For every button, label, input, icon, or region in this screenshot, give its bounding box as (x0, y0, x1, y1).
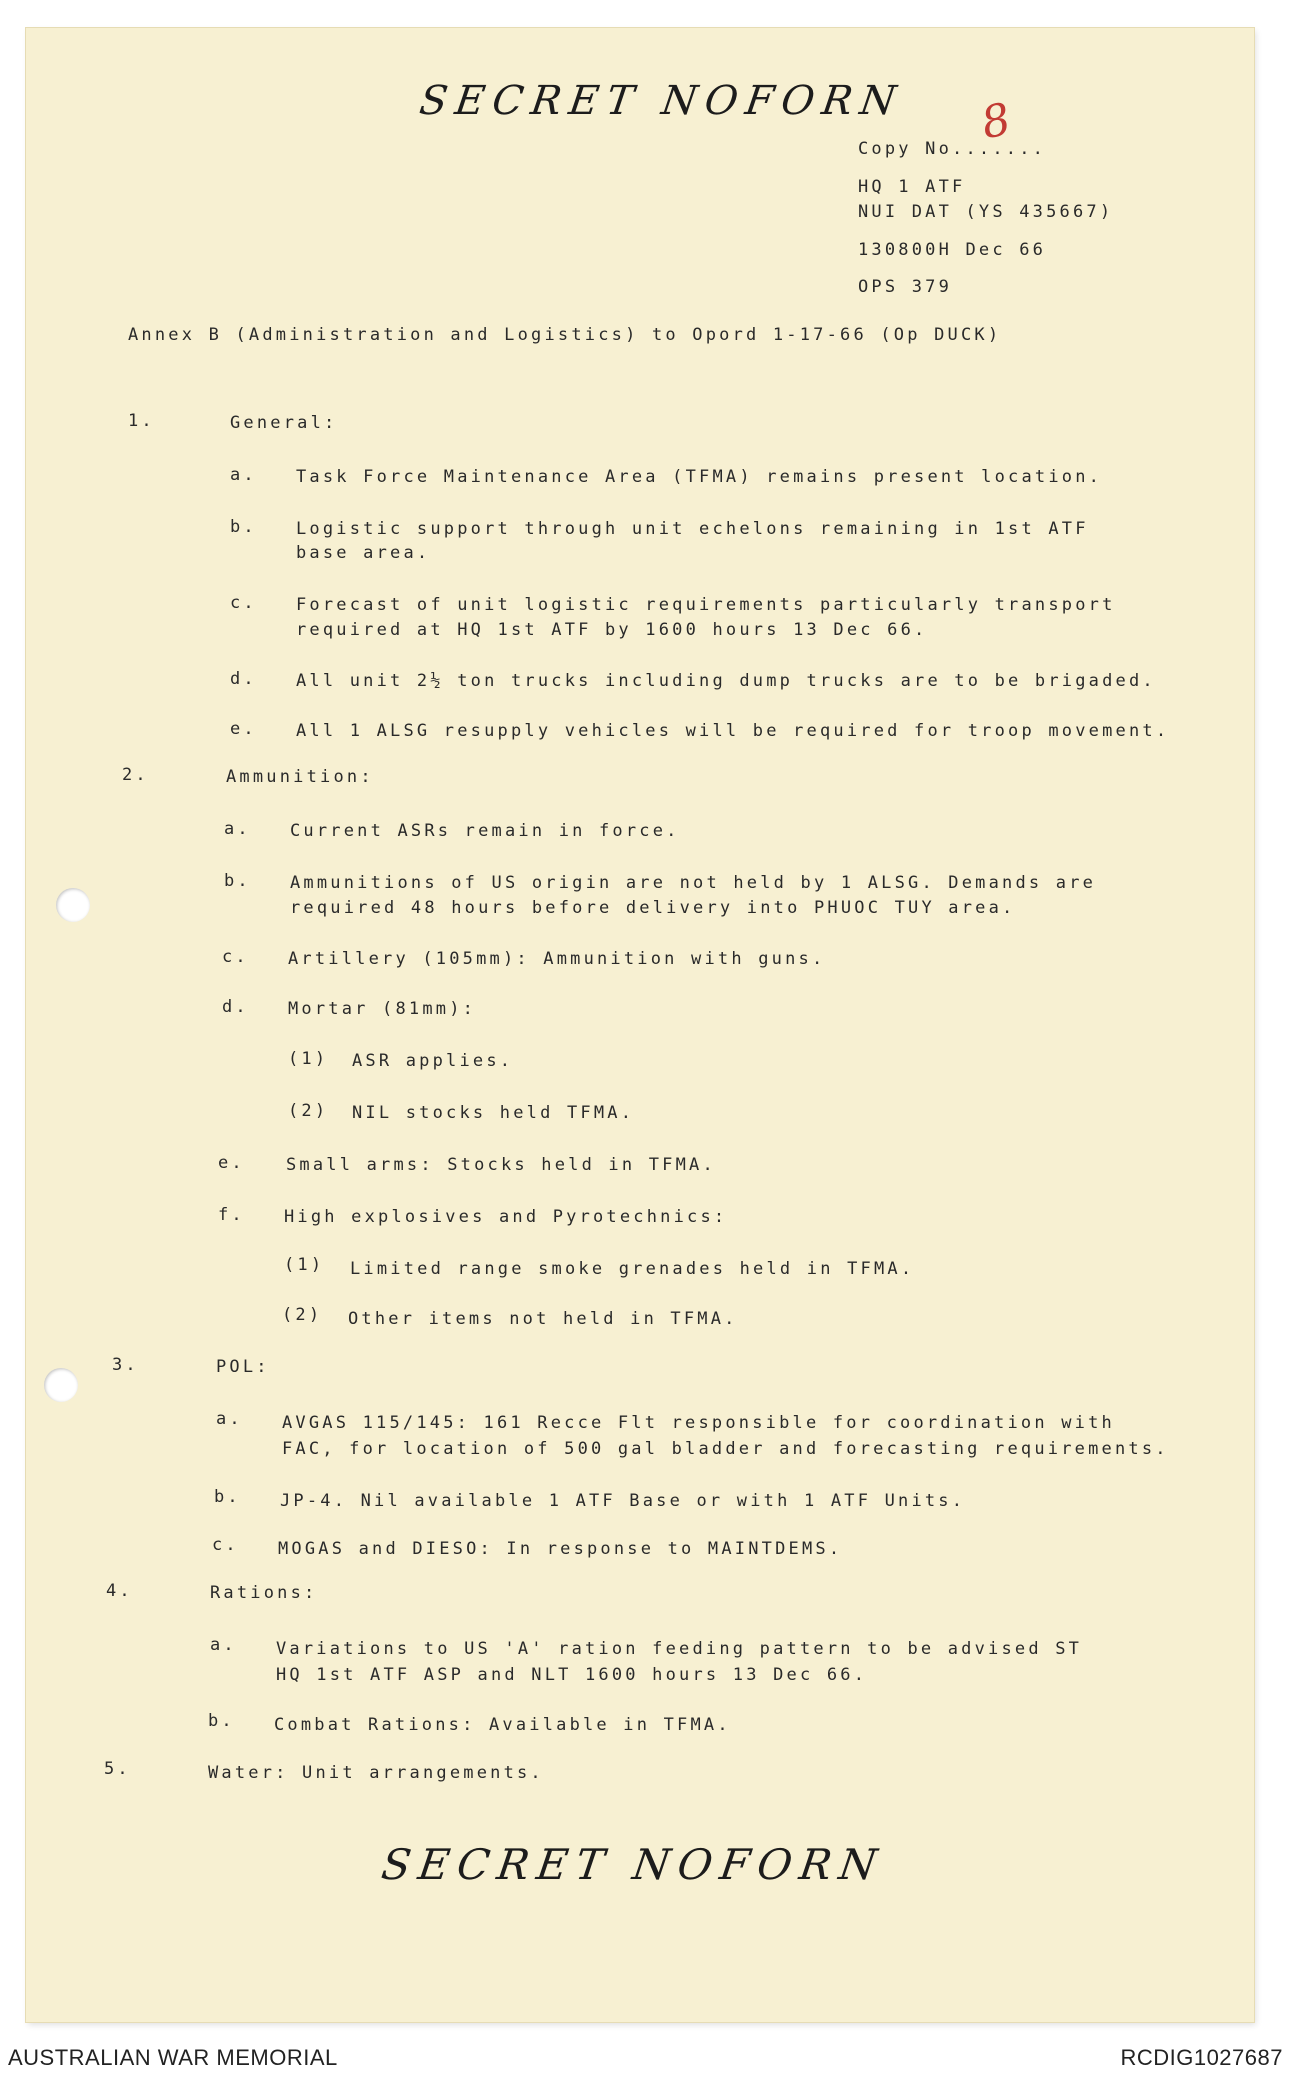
item-label: a. (216, 1409, 243, 1429)
section-heading: Ammunition: (226, 767, 374, 787)
subitem-text: Limited range smoke grenades held in TFMA. (350, 1259, 915, 1279)
section-heading: General: (230, 413, 338, 433)
item-label: a. (230, 465, 257, 485)
item-text: base area. (296, 543, 431, 563)
item-text: High explosives and Pyrotechnics: (284, 1207, 728, 1227)
item-label: c. (230, 593, 257, 613)
section-heading: POL: (216, 1357, 270, 1377)
item-text: Current ASRs remain in force. (290, 821, 680, 841)
subitem-text: Other items not held in TFMA. (348, 1309, 738, 1329)
copy-number-handwritten: 8 (977, 93, 1015, 150)
security-marking-top: SECRET NOFORN (416, 78, 907, 124)
item-text: Mortar (81mm): (288, 999, 477, 1019)
security-marking-bottom: SECRET NOFORN (378, 1840, 888, 1889)
item-label: f. (218, 1205, 245, 1225)
item-label: b. (214, 1487, 241, 1507)
punch-hole (44, 1368, 78, 1402)
subitem-text: NIL stocks held TFMA. (352, 1103, 635, 1123)
item-text: MOGAS and DIESO: In response to MAINTDEMS. (278, 1539, 843, 1559)
item-label: a. (210, 1635, 237, 1655)
archive-credit: AUSTRALIAN WAR MEMORIAL (8, 2045, 338, 2070)
section-heading: Rations: (210, 1583, 318, 1603)
subitem-label: (1) (284, 1255, 325, 1275)
item-text: JP-4. Nil available 1 ATF Base or with 1 ATF Units. (280, 1491, 966, 1511)
dtg-line: 130800H Dec 66 (858, 240, 1047, 260)
item-text: AVGAS 115/145: 161 Recce Flt responsible for coordination with (282, 1413, 1115, 1433)
item-text: All 1 ALSG resupply vehicles will be required for troop movement. (296, 721, 1170, 741)
item-label: d. (230, 669, 257, 689)
punch-hole (56, 888, 90, 922)
item-label: c. (222, 947, 249, 967)
item-text: Task Force Maintenance Area (TFMA) remains present location. (296, 467, 1103, 487)
section-number: 2. (122, 765, 149, 785)
subitem-label: (2) (282, 1305, 323, 1325)
item-label: b. (230, 517, 257, 537)
item-label: c. (212, 1535, 239, 1555)
ops-line: OPS 379 (858, 277, 953, 297)
item-text: Artillery (105mm): Ammunition with guns. (288, 949, 826, 969)
location-line: NUI DAT (YS 435667) (858, 202, 1114, 222)
copy-label: Copy No....... (858, 139, 1047, 159)
hq-line: HQ 1 ATF (858, 177, 966, 197)
item-label: b. (208, 1711, 235, 1731)
item-text: Logistic support through unit echelons remaining in 1st ATF (296, 519, 1089, 539)
item-label: b. (224, 871, 251, 891)
subitem-text: ASR applies. (352, 1051, 514, 1071)
item-text: required at HQ 1st ATF by 1600 hours 13 Dec 66. (296, 620, 928, 640)
section-number: 3. (112, 1355, 139, 1375)
item-text: Combat Rations: Available in TFMA. (274, 1715, 731, 1735)
item-label: a. (224, 819, 251, 839)
item-label: e. (218, 1153, 245, 1173)
item-text: Variations to US 'A' ration feeding pattern to be advised ST (276, 1639, 1083, 1659)
item-text: All unit 2½ ton trucks including dump trucks are to be brigaded. (296, 671, 1156, 691)
item-label: d. (222, 997, 249, 1017)
document-title: Annex B (Administration and Logistics) to Opord 1-17-66 (Op DUCK) (128, 325, 1002, 345)
item-label: e. (230, 719, 257, 739)
item-text: Ammunitions of US origin are not held by 1 ALSG. Demands are (290, 873, 1097, 893)
item-text: HQ 1st ATF ASP and NLT 1600 hours 13 Dec 66. (276, 1665, 868, 1685)
section-number: 5. (104, 1759, 131, 1779)
item-text: Small arms: Stocks held in TFMA. (286, 1155, 716, 1175)
item-text: required 48 hours before delivery into PHUOC TUY area. (290, 898, 1016, 918)
section-heading: Water: Unit arrangements. (208, 1763, 544, 1783)
section-number: 4. (106, 1581, 133, 1601)
item-text: FAC, for location of 500 gal bladder and forecasting requirements. (282, 1439, 1169, 1459)
subitem-label: (1) (288, 1049, 329, 1069)
subitem-label: (2) (288, 1101, 329, 1121)
archive-reference: RCDIG1027687 (1120, 2045, 1283, 2070)
section-number: 1. (128, 411, 155, 431)
item-text: Forecast of unit logistic requirements particularly transport (296, 595, 1116, 615)
